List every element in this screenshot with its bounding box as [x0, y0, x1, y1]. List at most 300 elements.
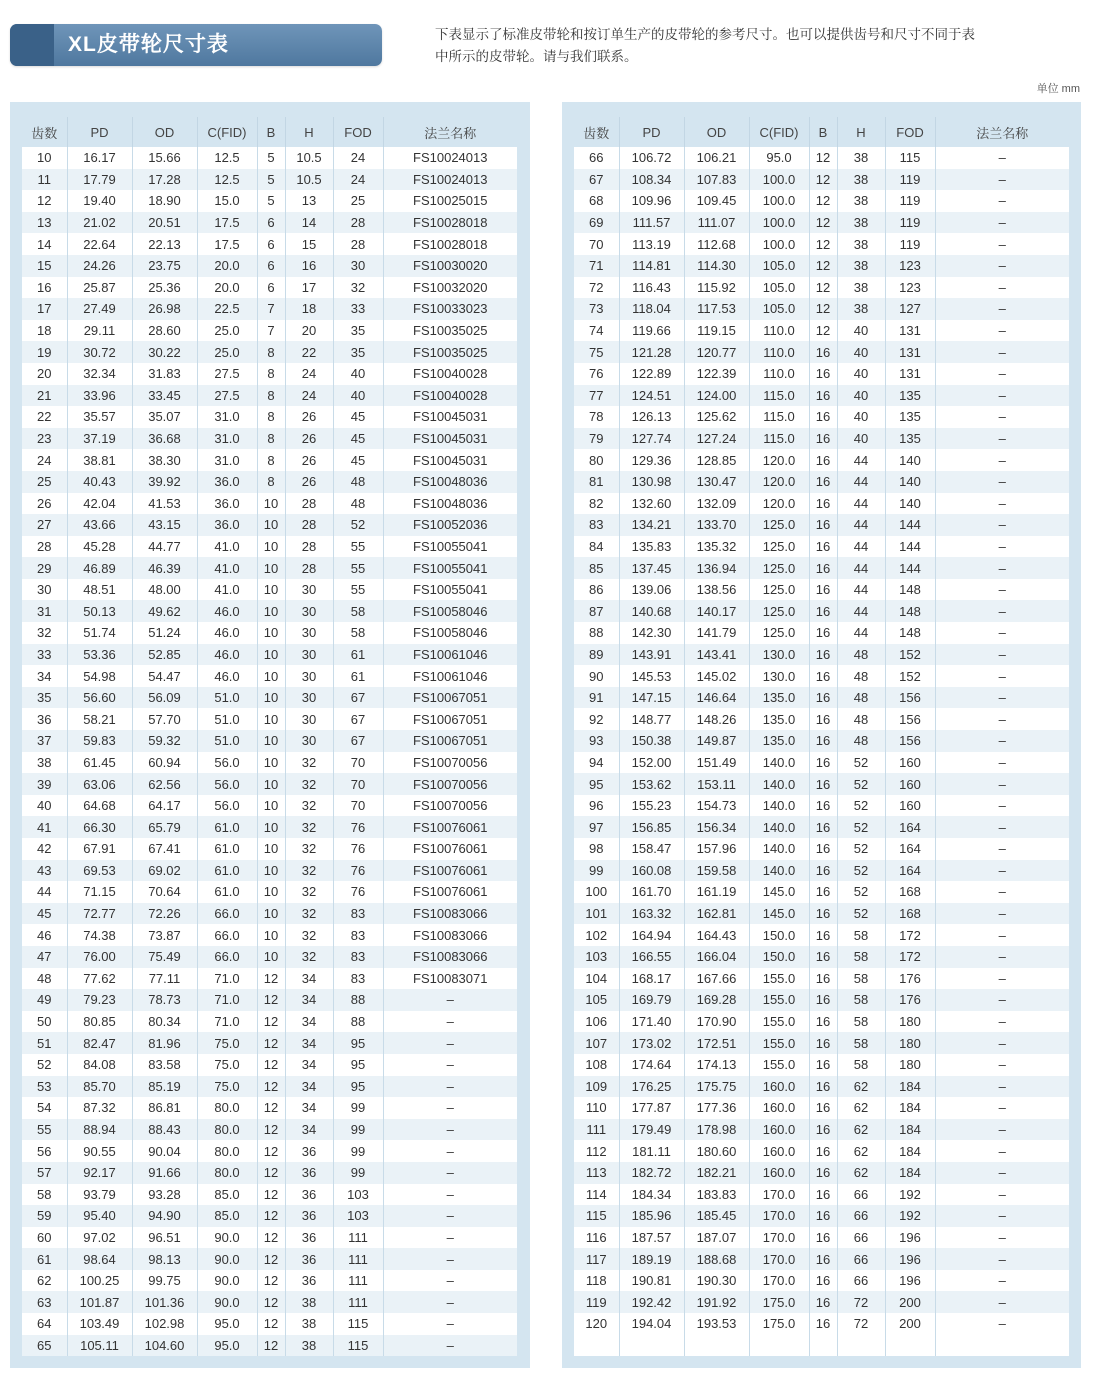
cell-b: 12: [257, 1032, 285, 1054]
table-row: [22, 924, 517, 946]
cell-b: 12: [257, 1140, 285, 1162]
cell-fod: 184: [885, 1140, 935, 1162]
cell-flange-name: –: [935, 147, 1069, 169]
cell-cfid: 145.0: [749, 881, 809, 903]
cell-flange-name: –: [935, 406, 1069, 428]
cell-pd: 139.06: [619, 579, 684, 601]
cell-od: 41.53: [132, 493, 197, 515]
cell-teeth: 11: [22, 169, 67, 191]
cell-flange-name: –: [383, 1162, 517, 1184]
cell-pd: 48.51: [67, 579, 132, 601]
cell-cfid: 46.0: [197, 600, 257, 622]
cell-fod: 184: [885, 1097, 935, 1119]
table-row: [574, 600, 1069, 622]
cell-h: 48: [837, 708, 885, 730]
cell-h: 36: [285, 1205, 333, 1227]
cell-h: 24: [285, 385, 333, 407]
table-row: [22, 298, 517, 320]
cell-flange-name: FS10040028: [383, 385, 517, 407]
cell-teeth: 68: [574, 190, 619, 212]
cell-fod: 111: [333, 1227, 383, 1249]
cell-teeth: 30: [22, 579, 67, 601]
cell-teeth: 63: [22, 1291, 67, 1313]
cell-teeth: 109: [574, 1076, 619, 1098]
cell-b: 16: [809, 903, 837, 925]
cell-pd: 67.91: [67, 838, 132, 860]
table-row: [22, 255, 517, 277]
cell-fod: 35: [333, 341, 383, 363]
cell-pd: 97.02: [67, 1227, 132, 1249]
cell-flange-name: –: [935, 233, 1069, 255]
cell-fod: 83: [333, 903, 383, 925]
cell-od: 133.70: [684, 514, 749, 536]
cell-pd: 113.19: [619, 233, 684, 255]
cell-flange-name: –: [935, 924, 1069, 946]
cell-pd: 42.04: [67, 493, 132, 515]
cell-cfid: 61.0: [197, 860, 257, 882]
table-row-empty: [574, 1335, 1069, 1357]
intro-text: 下表显示了标准皮带轮和按订单生产的皮带轮的参考尺寸。也可以提供齿号和尺寸不同于表中所示的皮带轮。请与我们联系。: [435, 27, 975, 64]
table-row: [574, 406, 1069, 428]
cell-cfid: 71.0: [197, 968, 257, 990]
table-row: [22, 773, 517, 795]
table-row: [22, 557, 517, 579]
cell-b: 16: [809, 536, 837, 558]
cell-flange-name: FS10030020: [383, 255, 517, 277]
cell-cfid: 51.0: [197, 687, 257, 709]
cell-fod: 76: [333, 838, 383, 860]
cell-cfid: 12.5: [197, 169, 257, 191]
cell-flange-name: FS10083066: [383, 903, 517, 925]
cell-cfid: 160.0: [749, 1119, 809, 1141]
cell-b: 10: [257, 579, 285, 601]
cell-h: 40: [837, 363, 885, 385]
cell-flange-name: –: [935, 493, 1069, 515]
cell-b: 16: [809, 1140, 837, 1162]
cell-cfid: 135.0: [749, 687, 809, 709]
cell-cfid: 135.0: [749, 708, 809, 730]
cell-fod: 115: [885, 147, 935, 169]
cell-b: 12: [257, 1097, 285, 1119]
cell-b: 12: [257, 1291, 285, 1313]
cell-h: 30: [285, 687, 333, 709]
cell-cfid: 100.0: [749, 190, 809, 212]
cell-teeth: 42: [22, 838, 67, 860]
cell-h: 20: [285, 320, 333, 342]
cell-flange-name: –: [935, 795, 1069, 817]
cell-h: 62: [837, 1140, 885, 1162]
header-od: OD: [684, 117, 749, 147]
cell-h: 34: [285, 1076, 333, 1098]
cell-fod: 99: [333, 1119, 383, 1141]
cell-od: 125.62: [684, 406, 749, 428]
cell-od: 178.98: [684, 1119, 749, 1141]
cell-cfid: 140.0: [749, 838, 809, 860]
cell-h: 34: [285, 1119, 333, 1141]
cell-teeth: 19: [22, 341, 67, 363]
cell-b: 16: [809, 514, 837, 536]
cell-od: 26.98: [132, 298, 197, 320]
cell-fod: 164: [885, 860, 935, 882]
cell-fod: 180: [885, 1011, 935, 1033]
table-row: [22, 1032, 517, 1054]
cell-flange-name: FS10028018: [383, 233, 517, 255]
cell-fod: 58: [333, 600, 383, 622]
cell-flange-name: –: [383, 989, 517, 1011]
cell-fod: 148: [885, 622, 935, 644]
table-row: [22, 1162, 517, 1184]
cell-flange-name: FS10045031: [383, 406, 517, 428]
cell-h: 38: [285, 1335, 333, 1357]
cell-flange-name: –: [935, 449, 1069, 471]
cell-fod: 67: [333, 730, 383, 752]
cell-pd: 147.15: [619, 687, 684, 709]
cell-pd: 169.79: [619, 989, 684, 1011]
cell-flange-name: FS10048036: [383, 493, 517, 515]
cell-teeth: 72: [574, 277, 619, 299]
cell-empty: [619, 1335, 684, 1357]
cell-fod: 192: [885, 1205, 935, 1227]
cell-fod: 103: [333, 1205, 383, 1227]
cell-b: 10: [257, 536, 285, 558]
cell-b: 16: [809, 1054, 837, 1076]
cell-teeth: 40: [22, 795, 67, 817]
cell-h: 30: [285, 708, 333, 730]
table-row: [574, 169, 1069, 191]
cell-pd: 173.02: [619, 1032, 684, 1054]
table-row: [574, 1097, 1069, 1119]
cell-fod: 111: [333, 1248, 383, 1270]
cell-flange-name: –: [935, 169, 1069, 191]
cell-h: 44: [837, 622, 885, 644]
cell-fod: 152: [885, 665, 935, 687]
cell-b: 12: [257, 1335, 285, 1357]
cell-pd: 30.72: [67, 341, 132, 363]
cell-od: 120.77: [684, 341, 749, 363]
cell-b: 16: [809, 1248, 837, 1270]
cell-b: 12: [257, 989, 285, 1011]
cell-pd: 82.47: [67, 1032, 132, 1054]
cell-teeth: 12: [22, 190, 67, 212]
table-row: [574, 924, 1069, 946]
cell-flange-name: –: [935, 1097, 1069, 1119]
cell-cfid: 120.0: [749, 449, 809, 471]
cell-flange-name: FS10061046: [383, 644, 517, 666]
cell-flange-name: –: [383, 1140, 517, 1162]
cell-fod: 196: [885, 1248, 935, 1270]
cell-od: 183.83: [684, 1184, 749, 1206]
cell-h: 38: [837, 212, 885, 234]
table-row: [22, 514, 517, 536]
cell-h: 10.5: [285, 169, 333, 191]
cell-h: 26: [285, 449, 333, 471]
cell-cfid: 95.0: [197, 1313, 257, 1335]
cell-h: 52: [837, 816, 885, 838]
cell-pd: 129.36: [619, 449, 684, 471]
cell-fod: 33: [333, 298, 383, 320]
cell-pd: 17.79: [67, 169, 132, 191]
cell-fod: 99: [333, 1162, 383, 1184]
cell-pd: 45.28: [67, 536, 132, 558]
cell-fod: 164: [885, 816, 935, 838]
cell-b: 12: [257, 1184, 285, 1206]
cell-b: 16: [809, 622, 837, 644]
cell-fod: 123: [885, 277, 935, 299]
cell-fod: 111: [333, 1291, 383, 1313]
cell-b: 16: [809, 557, 837, 579]
cell-pd: 40.43: [67, 471, 132, 493]
cell-b: 16: [809, 644, 837, 666]
cell-teeth: 107: [574, 1032, 619, 1054]
cell-pd: 189.19: [619, 1248, 684, 1270]
cell-teeth: 17: [22, 298, 67, 320]
cell-flange-name: –: [383, 1205, 517, 1227]
table-panel-left: [10, 102, 530, 1368]
cell-b: 16: [809, 989, 837, 1011]
cell-h: 52: [837, 752, 885, 774]
cell-pd: 137.45: [619, 557, 684, 579]
cell-b: 16: [809, 600, 837, 622]
cell-cfid: 125.0: [749, 579, 809, 601]
cell-od: 145.02: [684, 665, 749, 687]
cell-flange-name: –: [935, 1032, 1069, 1054]
cell-fod: 168: [885, 903, 935, 925]
cell-b: 16: [809, 406, 837, 428]
cell-cfid: 56.0: [197, 752, 257, 774]
cell-flange-name: –: [935, 298, 1069, 320]
cell-flange-name: –: [935, 708, 1069, 730]
cell-h: 38: [837, 169, 885, 191]
cell-h: 52: [837, 881, 885, 903]
cell-teeth: 65: [22, 1335, 67, 1357]
cell-od: 94.90: [132, 1205, 197, 1227]
cell-od: 22.13: [132, 233, 197, 255]
cell-b: 16: [809, 385, 837, 407]
header-teeth: 齿数: [583, 125, 610, 141]
cell-b: 12: [809, 320, 837, 342]
cell-fod: 45: [333, 428, 383, 450]
cell-fod: 176: [885, 989, 935, 1011]
cell-cfid: 160.0: [749, 1140, 809, 1162]
table-row: [574, 471, 1069, 493]
cell-pd: 168.17: [619, 968, 684, 990]
cell-h: 26: [285, 471, 333, 493]
cell-b: 16: [809, 428, 837, 450]
cell-h: 40: [837, 406, 885, 428]
cell-h: 34: [285, 1032, 333, 1054]
cell-pd: 161.70: [619, 881, 684, 903]
cell-b: 16: [809, 341, 837, 363]
cell-fod: 55: [333, 557, 383, 579]
cell-teeth: 67: [574, 169, 619, 191]
cell-teeth: 112: [574, 1140, 619, 1162]
cell-h: 34: [285, 1054, 333, 1076]
cell-teeth: 118: [574, 1270, 619, 1292]
cell-pd: 84.08: [67, 1054, 132, 1076]
cell-h: 38: [837, 277, 885, 299]
cell-pd: 46.89: [67, 557, 132, 579]
cell-od: 161.19: [684, 881, 749, 903]
table-row: [22, 1140, 517, 1162]
cell-h: 52: [837, 773, 885, 795]
cell-teeth: 82: [574, 493, 619, 515]
cell-cfid: 110.0: [749, 320, 809, 342]
cell-b: 7: [257, 320, 285, 342]
table-row: [22, 579, 517, 601]
cell-teeth: 21: [22, 385, 67, 407]
cell-flange-name: –: [383, 1184, 517, 1206]
cell-flange-name: –: [935, 1140, 1069, 1162]
cell-h: 44: [837, 493, 885, 515]
cell-od: 101.36: [132, 1291, 197, 1313]
cell-pd: 184.34: [619, 1184, 684, 1206]
pulley-table-left: [22, 117, 517, 1356]
cell-b: 16: [809, 1291, 837, 1313]
cell-fod: 156: [885, 730, 935, 752]
cell-fod: 95: [333, 1076, 383, 1098]
table-row: [574, 1184, 1069, 1206]
table-row: [574, 881, 1069, 903]
cell-od: 170.90: [684, 1011, 749, 1033]
cell-fod: 95: [333, 1054, 383, 1076]
cell-teeth: 47: [22, 946, 67, 968]
cell-od: 49.62: [132, 600, 197, 622]
cell-b: 10: [257, 816, 285, 838]
cell-teeth: 53: [22, 1076, 67, 1098]
cell-cfid: 80.0: [197, 1140, 257, 1162]
cell-od: 128.85: [684, 449, 749, 471]
cell-fod: 95: [333, 1032, 383, 1054]
header-b: B: [257, 117, 285, 147]
cell-empty: [809, 1335, 837, 1357]
cell-pd: 194.04: [619, 1313, 684, 1335]
cell-fod: 131: [885, 341, 935, 363]
cell-fod: 58: [333, 622, 383, 644]
cell-b: 10: [257, 493, 285, 515]
cell-teeth: 64: [22, 1313, 67, 1335]
cell-pd: 80.85: [67, 1011, 132, 1033]
cell-od: 149.87: [684, 730, 749, 752]
table-row: [22, 1270, 517, 1292]
cell-od: 187.07: [684, 1227, 749, 1249]
cell-h: 48: [837, 644, 885, 666]
cell-b: 16: [809, 493, 837, 515]
cell-fod: 135: [885, 406, 935, 428]
cell-flange-name: FS10048036: [383, 471, 517, 493]
cell-cfid: 140.0: [749, 860, 809, 882]
cell-flange-name: –: [935, 1313, 1069, 1335]
cell-b: 12: [257, 1248, 285, 1270]
cell-cfid: 120.0: [749, 493, 809, 515]
cell-b: 8: [257, 341, 285, 363]
cell-fod: 127: [885, 298, 935, 320]
cell-pd: 58.21: [67, 708, 132, 730]
cell-cfid: 100.0: [749, 169, 809, 191]
cell-od: 159.58: [684, 860, 749, 882]
cell-od: 124.00: [684, 385, 749, 407]
cell-fod: 83: [333, 924, 383, 946]
cell-flange-name: –: [383, 1119, 517, 1141]
cell-cfid: 85.0: [197, 1184, 257, 1206]
cell-pd: 27.49: [67, 298, 132, 320]
cell-od: 31.83: [132, 363, 197, 385]
cell-b: 7: [257, 298, 285, 320]
cell-fod: 67: [333, 687, 383, 709]
cell-b: 16: [809, 1076, 837, 1098]
cell-od: 15.66: [132, 147, 197, 169]
cell-h: 44: [837, 579, 885, 601]
cell-od: 43.15: [132, 514, 197, 536]
cell-teeth: 97: [574, 816, 619, 838]
cell-fod: 152: [885, 644, 935, 666]
table-row: [22, 903, 517, 925]
table-row: [22, 687, 517, 709]
cell-pd: 109.96: [619, 190, 684, 212]
table-row: [22, 1119, 517, 1141]
table-row: [22, 1054, 517, 1076]
cell-h: 66: [837, 1205, 885, 1227]
table-row: [22, 1011, 517, 1033]
cell-h: 26: [285, 406, 333, 428]
cell-od: 36.68: [132, 428, 197, 450]
cell-b: 12: [809, 255, 837, 277]
cell-h: 72: [837, 1291, 885, 1313]
cell-h: 40: [837, 341, 885, 363]
cell-fod: 61: [333, 665, 383, 687]
table-row: [574, 363, 1069, 385]
cell-fod: 180: [885, 1032, 935, 1054]
cell-pd: 164.94: [619, 924, 684, 946]
table-row: [574, 1227, 1069, 1249]
cell-cfid: 160.0: [749, 1097, 809, 1119]
cell-fod: 172: [885, 924, 935, 946]
cell-flange-name: –: [935, 255, 1069, 277]
cell-fod: 115: [333, 1335, 383, 1357]
cell-h: 34: [285, 1097, 333, 1119]
cell-b: 16: [809, 687, 837, 709]
cell-cfid: 145.0: [749, 903, 809, 925]
table-row: [574, 212, 1069, 234]
cell-cfid: 155.0: [749, 989, 809, 1011]
cell-h: 32: [285, 924, 333, 946]
cell-teeth: 87: [574, 600, 619, 622]
cell-h: 66: [837, 1270, 885, 1292]
cell-teeth: 92: [574, 708, 619, 730]
table-row: [574, 320, 1069, 342]
cell-teeth: 100: [574, 881, 619, 903]
cell-pd: 179.49: [619, 1119, 684, 1141]
cell-b: 10: [257, 644, 285, 666]
cell-od: 175.75: [684, 1076, 749, 1098]
cell-h: 28: [285, 514, 333, 536]
cell-od: 51.24: [132, 622, 197, 644]
cell-cfid: 41.0: [197, 579, 257, 601]
cell-od: 28.60: [132, 320, 197, 342]
table-row: [574, 1270, 1069, 1292]
cell-pd: 132.60: [619, 493, 684, 515]
table-row: [22, 277, 517, 299]
cell-teeth: 115: [574, 1205, 619, 1227]
cell-flange-name: –: [935, 752, 1069, 774]
cell-od: 141.79: [684, 622, 749, 644]
cell-cfid: 170.0: [749, 1227, 809, 1249]
table-header-row: [574, 117, 1069, 147]
cell-b: 10: [257, 730, 285, 752]
cell-flange-name: –: [935, 320, 1069, 342]
cell-b: 16: [809, 838, 837, 860]
cell-cfid: 46.0: [197, 665, 257, 687]
header-od: OD: [132, 117, 197, 147]
